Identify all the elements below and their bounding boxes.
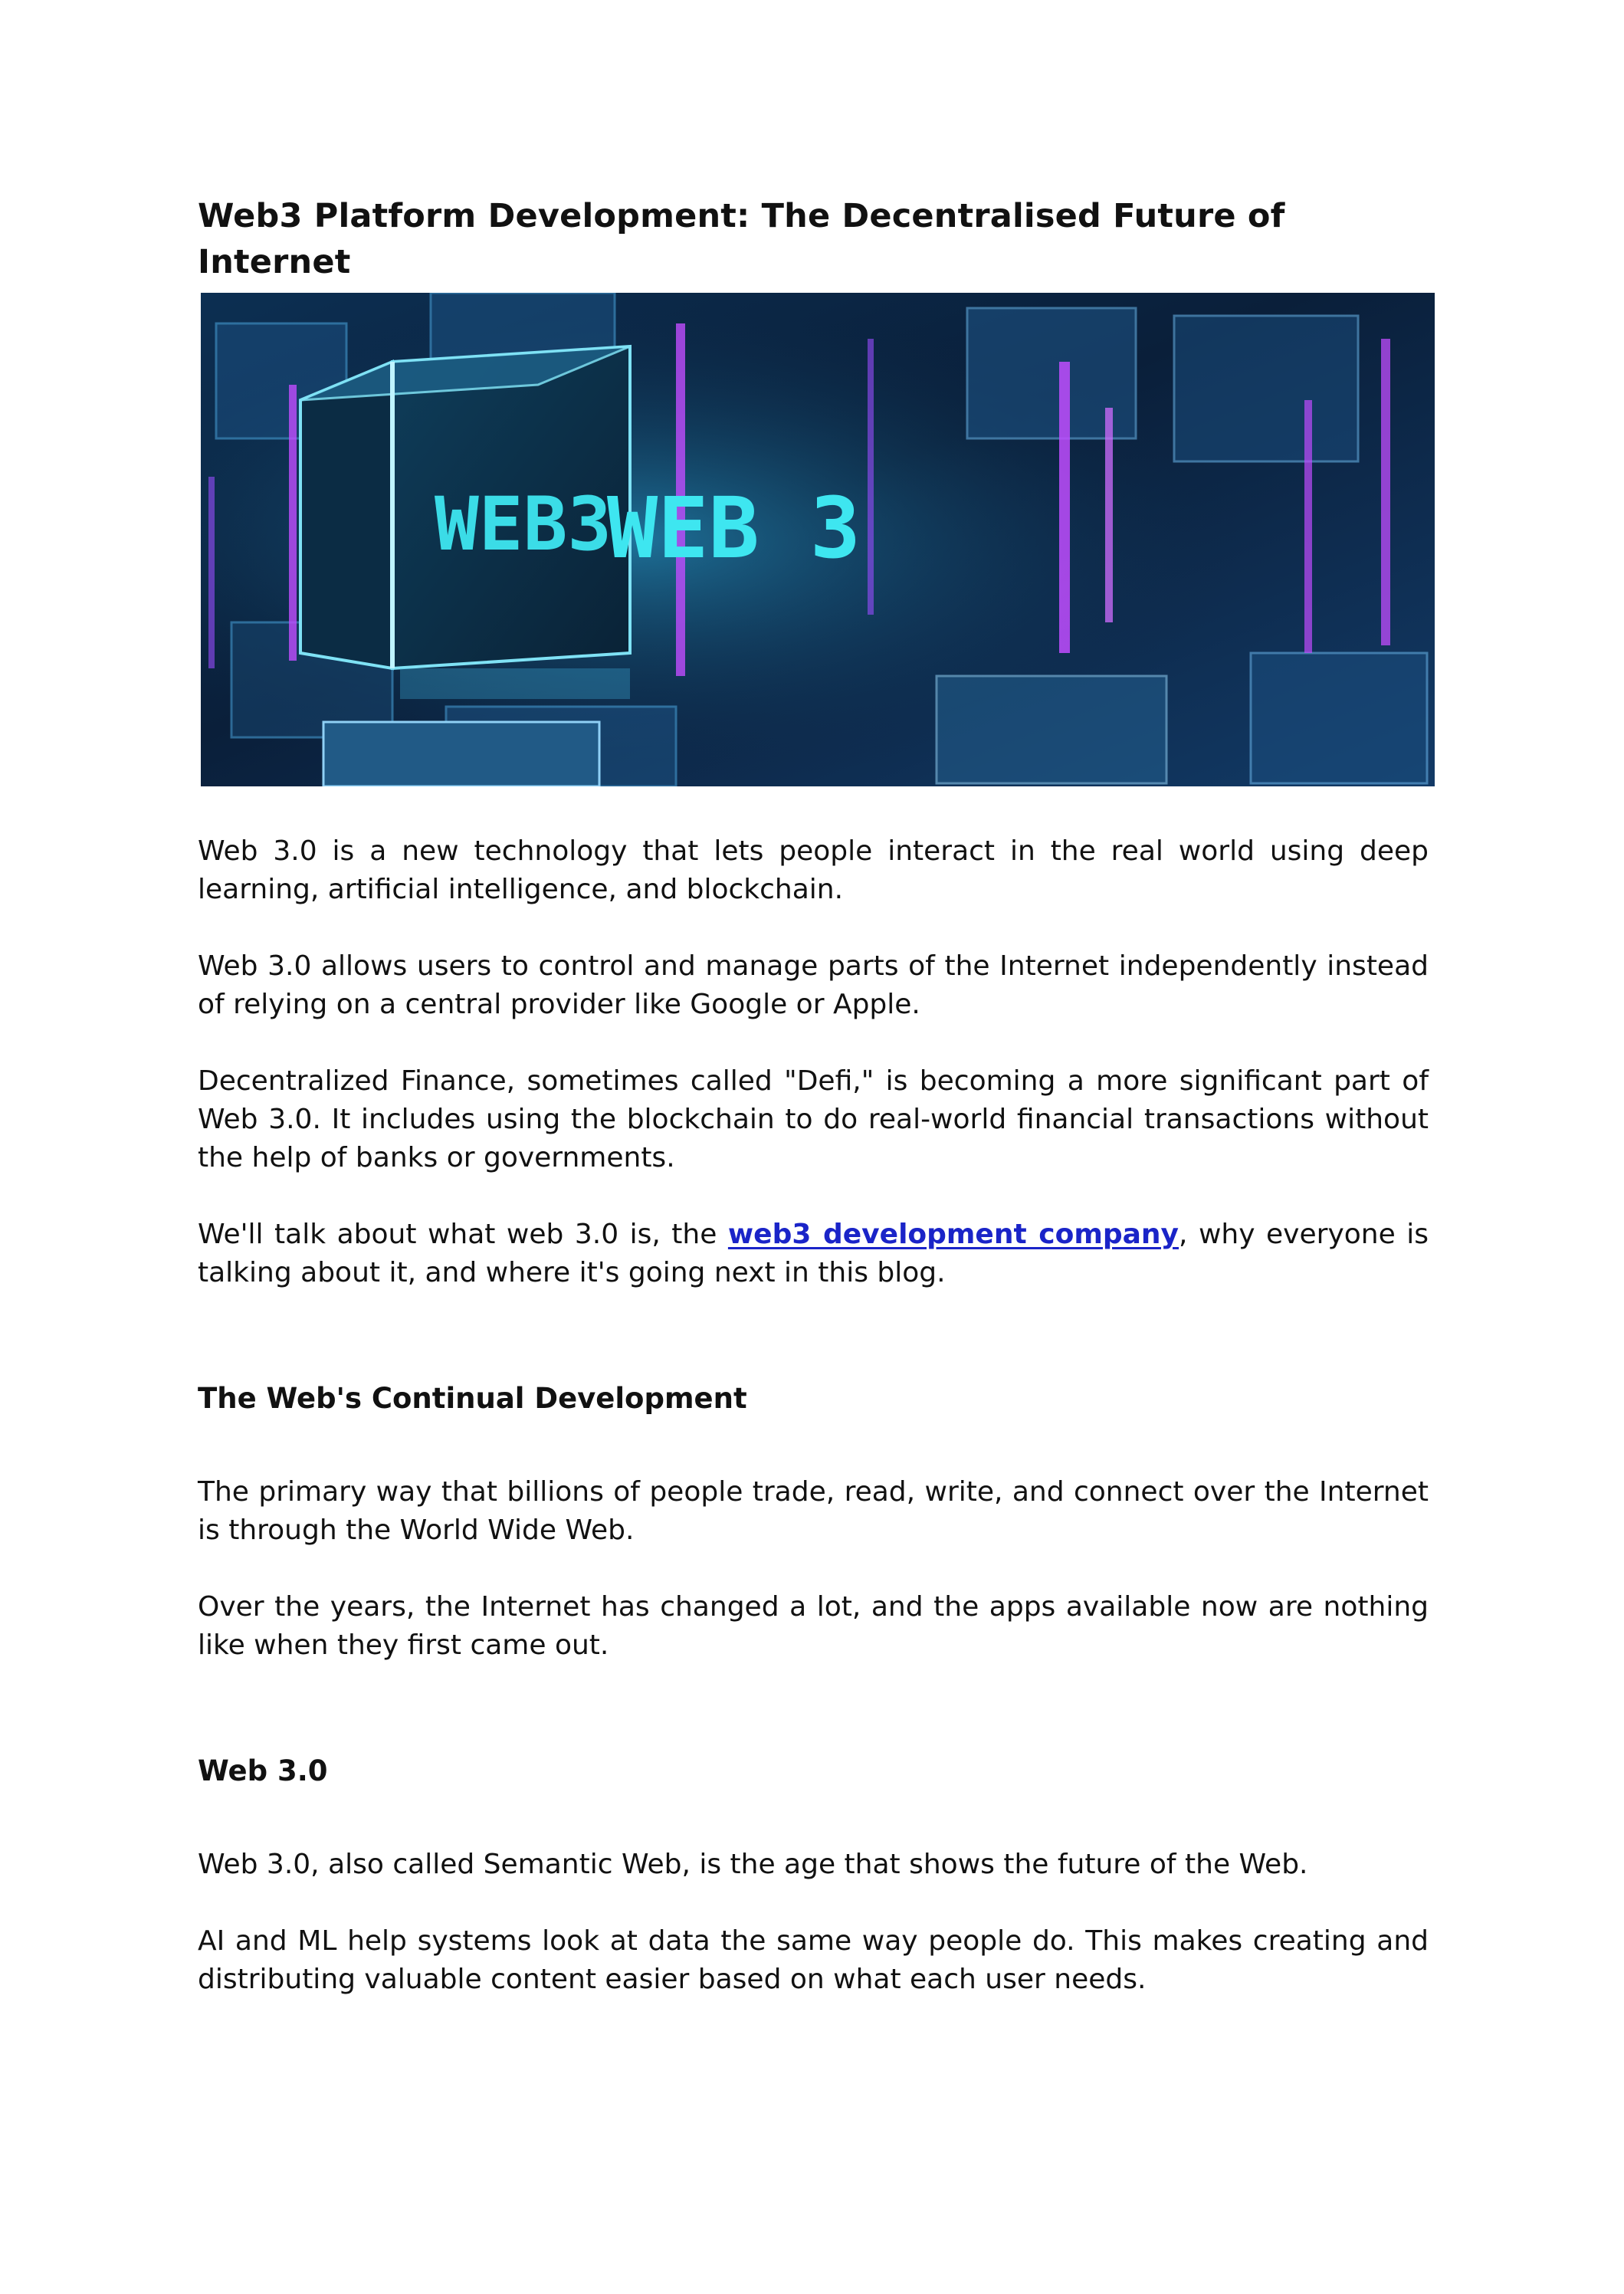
page-title: Web3 Platform Development: The Decentralised Future of Internet <box>198 197 1285 281</box>
section-heading-web3: Web 3.0 <box>198 1754 328 1787</box>
hero-image <box>201 293 1435 786</box>
paragraph-ai-ml: AI and ML help systems look at data the same way people do. This makes creating and distributing valuable content easier based on what each user needs. <box>198 1925 1429 1995</box>
hero-text-left: WEB3 <box>435 481 612 567</box>
paragraph-intro: Web 3.0 is a new technology that lets people interact in the real world using deep learning, artificial intelligence, and blockchain. <box>198 835 1429 905</box>
paragraph-control: Web 3.0 allows users to control and manage parts of the Internet independently instead of relying on a central provider like Google or Apple. <box>198 950 1429 1020</box>
paragraph-blog-intro <box>198 1216 1429 1292</box>
paragraph-internet-changed: Over the years, the Internet has changed a lot, and the apps available now are nothing like when they first came out. <box>198 1591 1429 1661</box>
web3-development-company-link[interactable]: web3 development company <box>727 1219 1179 1250</box>
section-heading-development: The Web's Continual Development <box>198 1382 747 1415</box>
hero-text-right: WEB 3 <box>607 479 861 577</box>
paragraph-text-before: We'll talk about what web 3.0 is, the <box>198 1219 728 1250</box>
paragraph-text-after: , why everyone is talking about it, and where it's going next in this blog. <box>198 1219 1429 1288</box>
paragraph-world-wide-web: The primary way that billions of people trade, read, write, and connect over the Internet is through the World Wide Web. <box>198 1476 1429 1546</box>
paragraph-semantic-web: Web 3.0, also called Semantic Web, is the age that shows the future of the Web. <box>198 1849 1308 1880</box>
paragraph-defi: Decentralized Finance, sometimes called "Defi," is becoming a more significant part of Web 3.0. It includes using the blockchain to do real-world financial transactions without the help of banks or governments. <box>198 1065 1429 1173</box>
